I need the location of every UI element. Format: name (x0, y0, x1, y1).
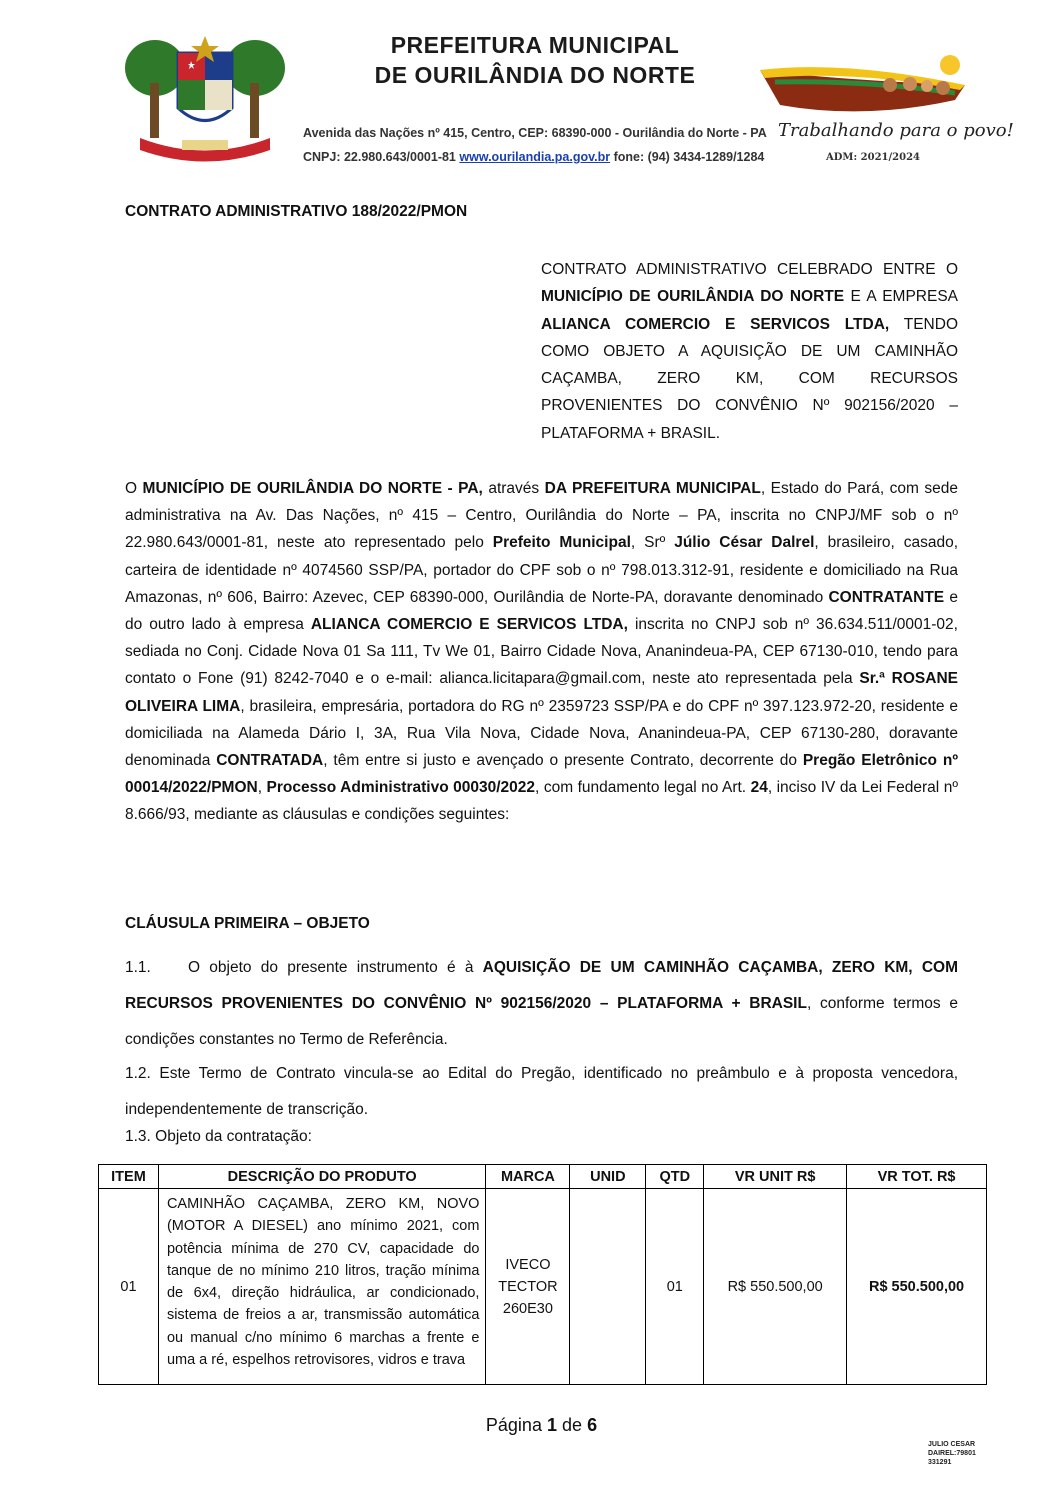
para-bold: Júlio César Dalrel (674, 534, 815, 552)
para-text: , brasileira, empresária, portadora do RG nº 2359723 SSP/PA e do CPF nº 397.123.972-20, residente e domiciliada na Alameda Dário I, 3A, Rua Vila Nova, Cidade Nova, Ananindeua-PA, CEP 67130-280, doravante denominada (125, 697, 959, 770)
para-text: , têm entre si justo e avençado o presente Contrato, decorrente do (323, 752, 803, 770)
page-word: Página (485, 1415, 542, 1435)
clause-item-1-1 (125, 950, 958, 1058)
phone-text: fone: (94) 3434-1289/1284 (613, 150, 765, 164)
para-bold: 24 (750, 779, 768, 797)
para-text: , brasileiro, casado, carteira de identidade nº 4074560 SSP/PA, portador do CPF sob o nº 798.013.312-91, residente e domiciliado na Rua Amazonas, nº 606, Bairro: Azevec, CEP 68390-000, Ourilândia de Norte-PA, doravante denominado (125, 534, 958, 606)
para-bold: Prefeito Municipal (492, 534, 631, 552)
para-text: , (257, 779, 267, 797)
cnpj-text: CNPJ: 22.980.643/0001-81 (303, 150, 456, 164)
para-bold: Pregão Eletrônico nº 00014/2022/PMON (125, 752, 959, 797)
item-bold: AQUISIÇÃO DE UM CAMINHÃO CAÇAMBA, ZERO KM, COM RECURSOS PROVENIENTES DO CONVÊNIO Nº 902156/2020 – PLATAFORMA + BRASIL (125, 959, 958, 1012)
unit-cell (570, 1189, 646, 1385)
column-header: DESCRIÇÃO DO PRODUTO (158, 1165, 486, 1189)
table-row (99, 1189, 987, 1385)
contract-title: CONTRATO ADMINISTRATIVO 188/2022/PMON (125, 203, 468, 220)
preamble-text: TENDO COMO OBJETO A AQUISIÇÃO DE UM CAMINHÃO CAÇAMBA, ZERO KM, COM RECURSOS PROVENIENTES DO CONVÊNIO Nº 902156/2020 – PLATAFORMA + BRASIL. (541, 315, 958, 442)
column-header: VR UNIT R$ (704, 1165, 847, 1189)
column-header: MARCA (486, 1165, 570, 1189)
clause-item-1-2: 1.2. Este Termo de Contrato vincula-se ao Edital do Pregão, identificado no preâmbulo e à proposta vencedora, independentemente de transcrição. (125, 1065, 958, 1118)
page-of: de (562, 1415, 583, 1435)
item-number: 1.1. (125, 959, 151, 976)
item-cell: 01 (99, 1189, 159, 1385)
administration-period: ADM: 2021/2024 (826, 152, 920, 163)
preamble-bold: MUNICÍPIO DE OURILÂNDIA DO NORTE (541, 288, 845, 306)
column-header: VR TOT. R$ (847, 1165, 987, 1189)
parties-paragraph (125, 475, 958, 829)
para-text: e do outro lado à empresa (125, 588, 958, 634)
boat-with-people-logo-icon (755, 50, 975, 125)
digital-signature-stamp (928, 1440, 1018, 1485)
para-text: , com fundamento legal no Art. (535, 779, 751, 797)
column-header: UNID (570, 1165, 646, 1189)
signature-name-line: DAIREL:79801 (928, 1450, 976, 1457)
brand-line: TECTOR (498, 1278, 558, 1295)
letterhead (0, 0, 1059, 175)
clause-item-1-3: 1.3. Objeto da contratação: (125, 1128, 312, 1145)
para-bold: Processo Administrativo 00030/2022 (266, 779, 536, 797)
para-bold: ALIANCA COMERCIO E SERVICOS LTDA, (310, 616, 628, 634)
signature-name-line: JULIO CESAR (928, 1441, 976, 1448)
para-bold: DA PREFEITURA MUNICIPAL (544, 480, 761, 497)
municipal-coat-of-arms-icon (120, 28, 290, 163)
para-text: , Srº (630, 534, 675, 552)
object-table (98, 1164, 987, 1385)
page-total: 6 (587, 1415, 598, 1435)
signature-name-line: 331291 (928, 1459, 952, 1466)
website-link[interactable]: www.ourilandia.pa.gov.br (459, 150, 611, 164)
page-current: 1 (546, 1415, 557, 1435)
clause-title: CLÁUSULA PRIMEIRA – OBJETO (125, 915, 370, 932)
slogan: Trabalhando para o povo! (778, 120, 1014, 141)
page-number (0, 1415, 1059, 1436)
para-bold: Sr.ª ROSANE OLIVEIRA LIMA (125, 670, 958, 715)
item-text: , conforme termos e condições constantes no Termo de Referência. (125, 995, 959, 1048)
column-header: ITEM (99, 1165, 159, 1189)
contact-line (303, 150, 783, 164)
signature-name (928, 1440, 976, 1467)
para-text: através (482, 480, 545, 497)
table-header-row (99, 1165, 987, 1189)
para-text: O (125, 480, 143, 497)
preamble-text: E A EMPRESA (844, 288, 958, 306)
title-line-1: PREFEITURA MUNICIPAL (390, 32, 680, 58)
address-line: Avenida das Nações nº 415, Centro, CEP: 68390-000 - Ourilândia do Norte - PA (303, 126, 767, 140)
para-bold: CONTRATADA (216, 752, 324, 770)
item-text: O objeto do presente instrumento é à (188, 959, 483, 976)
qty-cell: 01 (646, 1189, 704, 1385)
column-header: QTD (646, 1165, 704, 1189)
description-cell: CAMINHÃO CAÇAMBA, ZERO KM, NOVO (MOTOR A DIESEL) ano mínimo 2021, com potência mínima de 270 CV, capacidade do tanque de no mínimo 210 litros, tração mínima de 6x4, direção hidráulica, ar condicionado, sistema de freios a ar, transmissão automática ou manual c/no mínimo 6 marchas a frente e uma a ré, espelhos retrovisores, vidros e trava (158, 1189, 486, 1385)
para-bold: MUNICÍPIO DE OURILÂNDIA DO NORTE - PA, (142, 480, 483, 497)
total-price-cell: R$ 550.500,00 (847, 1189, 987, 1385)
para-text: , inciso IV da Lei Federal nº 8.666/93, mediante as cláusulas e condições seguintes: (125, 779, 958, 824)
brand-cell (486, 1189, 570, 1385)
preamble-text: CONTRATO ADMINISTRATIVO CELEBRADO ENTRE O (541, 261, 958, 278)
para-bold: CONTRATANTE (828, 588, 945, 606)
unit-price-cell: R$ 550.500,00 (704, 1189, 847, 1385)
brand-line: 260E30 (502, 1300, 553, 1317)
title-line-2: DE OURILÂNDIA DO NORTE (374, 62, 696, 88)
para-text: inscrita no CNPJ sob nº 36.634.511/0001-02, sediada no Conj. Cidade Nova 01 Sa 111, Tv We 01, Bairro Cidade Nova, Ananindeua-PA, CEP 67130-010, tendo para contato o Fone (91) 8242-7040 e o e-mail: alianca.licitapara@gmail.com, neste ato representada pela (125, 616, 958, 688)
preamble-bold: ALIANCA COMERCIO E SERVICOS LTDA, (541, 315, 890, 333)
municipality-title (300, 30, 770, 90)
para-text: , Estado do Pará, com sede administrativa na Av. Das Nações, nº 415 – Centro, Ourilândia do Norte – PA, inscrita no CNPJ/MF sob o nº 22.980.643/0001-81, neste ato representado pelo (125, 480, 958, 552)
brand-line: IVECO (505, 1256, 551, 1273)
contract-preamble (541, 256, 958, 447)
